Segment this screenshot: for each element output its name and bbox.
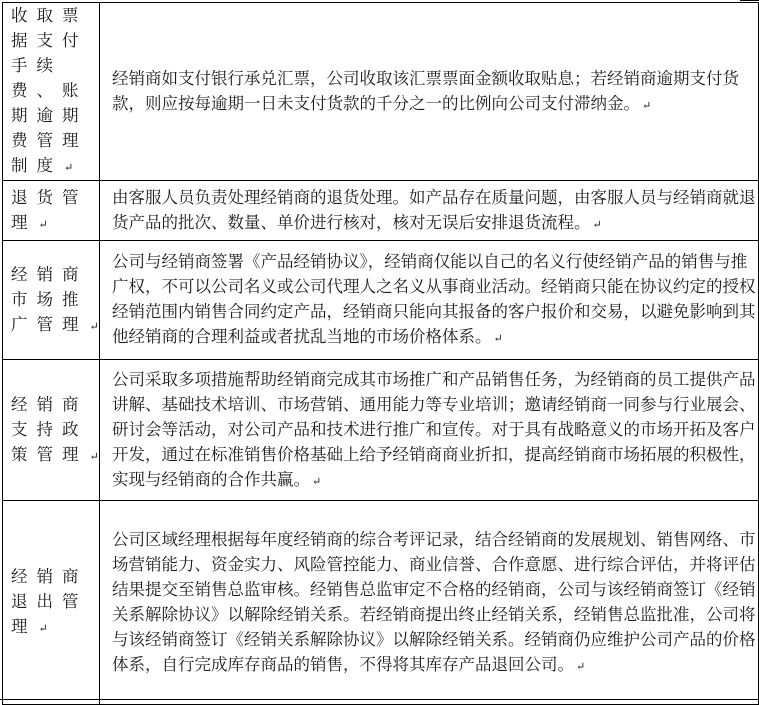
table-row bbox=[3, 3, 759, 181]
row-content: 公司区域经理根据每年度经销商的综合考评记录，结合经销商的发展规划、销售网络、市场营销能力、资金实力、风险管控能力、商业信誉、合作意愿、进行综合评估，并将评估结果提交至销售总监审核。经销售总监审定不合格的经销商，公司与该经销商签订《经销关系解除协议》以解除经销关系。若经销商提出终止经销关系，经销售总监批准，公司将与该经销商签订《经销关系解除协议》以解除经销关系。经销商仍应维护公司产品的价格体系，自行完成库存商品的销售，不得将其库存产品退回公司。 ↵ bbox=[100, 501, 759, 705]
row-label: 退货管理 ↵ bbox=[3, 181, 100, 241]
row-content: 经销商如支付银行承兑汇票，公司收取该汇票票面金额收取贴息；若经销商逾期支付货款，则应按每逾期一日未支付货款的千分之一的比例向公司支付滞纳金。 ↵ bbox=[100, 3, 759, 181]
row-content: 公司采取多项措施帮助经销商完成其市场推广和产品销售任务，为经销商的员工提供产品讲解、基础技术培训、市场营销、通用能力等专业培训；邀请经销商一同参与行业展会、研讨会等活动，对公司产品和技术进行推广和宣传。对于具有战略意义的市场开拓及客户开发，通过在标准销售价格基础上给予经销商商业折扣，提高经销商市场拓展的积极性，实现与经销商的合作共赢。 ↵ bbox=[100, 360, 759, 501]
row-content: 由客服人员负责处理经销商的退货处理。如产品存在质量问题，由客服人员与经销商就退货产品的批次、数量、单价进行核对，核对无误后安排退货流程。 ↵ bbox=[100, 181, 759, 241]
row-label: 经销商支持政策管理 ↵ bbox=[3, 360, 100, 501]
row-label: 经销商退出管理 ↵ bbox=[3, 501, 100, 705]
top-rule bbox=[740, 0, 759, 1]
row-label: 经销商市场推广管理 ↵ bbox=[3, 241, 100, 360]
table-row bbox=[3, 360, 759, 501]
table-row bbox=[3, 181, 759, 241]
row-label: 收取票据支付手续费、账期逾期费管理制度 ↵ bbox=[3, 3, 100, 181]
bottom-double-rule bbox=[0, 699, 759, 700]
row-content: 公司与经销商签署《产品经销协议》，经销商仅能以自己的名义行使经销产品的销售与推广权，不可以公司名义或公司代理人之名义从事商业活动。经销商只能在协议约定的授权经销范围内销售合同约定产品，经销商只能向其报备的客户报价和交易，以避免影响到其他经销商的合理利益或者扰乱当地的市场价格体系。 ↵ bbox=[100, 241, 759, 360]
table-row bbox=[3, 501, 759, 705]
table-row bbox=[3, 241, 759, 360]
dealer-management-table bbox=[2, 2, 759, 705]
